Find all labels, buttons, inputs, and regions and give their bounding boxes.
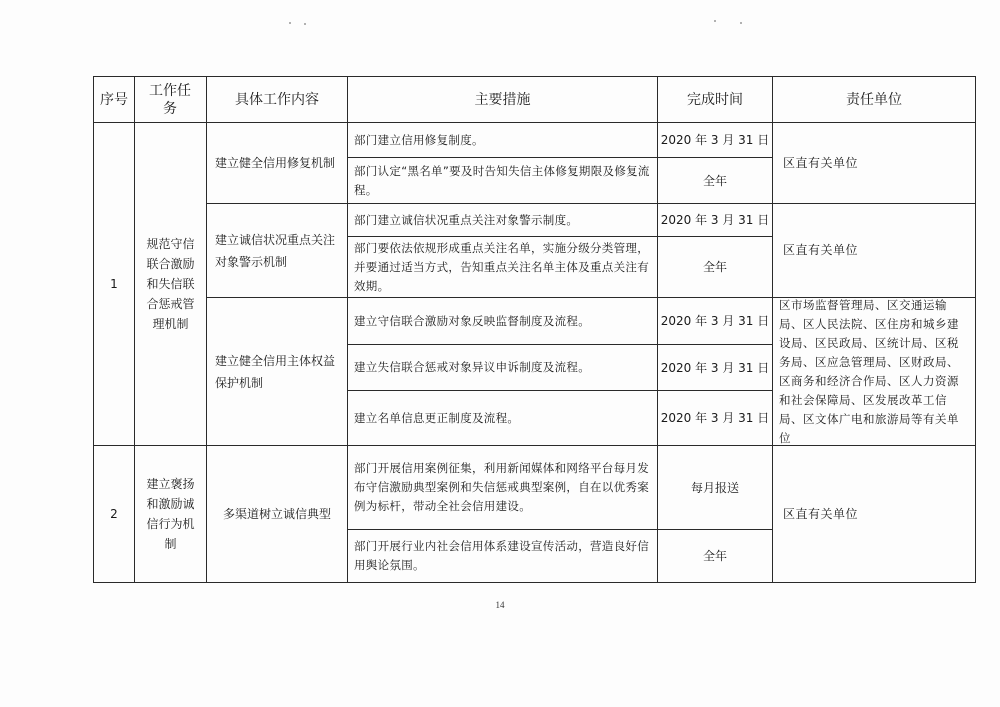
row-1-measure-6 [348, 345, 657, 390]
row-1-content-3-text: 建立健全信用主体权益保护机制 [215, 353, 336, 390]
header-measures-label: 主要措施 [474, 91, 531, 108]
row-1-responsible-1-text: 区直有关单位 [783, 155, 859, 170]
row-1-deadline-1 [658, 123, 772, 157]
row-2-measure-1 [348, 446, 657, 529]
row-1-index-value: 1 [110, 277, 118, 291]
row-1-measure-4 [348, 237, 657, 297]
row-2-index [94, 446, 134, 582]
row-2-responsible-1-text: 区直有关单位 [783, 506, 859, 521]
row-1-responsible-2 [773, 204, 975, 297]
row-2-task-text: 建立褒扬和激励诚信行为机制 [146, 477, 195, 551]
row-2-content-1 [207, 446, 347, 582]
row-1-measure-5-text: 建立守信联合激励对象反映监督制度及流程。 [354, 313, 590, 328]
row-1-deadline-4 [658, 237, 772, 297]
row-1-content-2-text: 建立诚信状况重点关注对象警示机制 [215, 232, 336, 269]
row-1-responsible-2-text: 区直有关单位 [783, 243, 859, 257]
row-1-deadline-5-text: 2020 年 3 月 31 日 [660, 314, 770, 328]
header-measures [348, 77, 657, 122]
row-2-deadline-1-text: 每月报送 [690, 480, 739, 495]
row-1-content-1-text: 建立健全信用修复机制 [215, 156, 336, 170]
row-1-measure-3-text: 部门建立诚信状况重点关注对象警示制度。 [354, 212, 579, 227]
row-1-measure-6-text: 建立失信联合惩戒对象异议申诉制度及流程。 [354, 360, 590, 374]
header-deadline [658, 77, 772, 122]
row-1-measure-2 [348, 158, 657, 203]
row-1-responsible-1 [773, 123, 975, 203]
page-number: 14 [495, 600, 505, 610]
row-1-measure-7 [348, 391, 657, 445]
row-1-deadline-4-text: 全年 [702, 260, 727, 274]
row-1-measure-5 [348, 298, 657, 344]
row-1-responsible-3-text: 区市场监督管理局、区交通运输局、区人民法院、区住房和城乡建设局、区民政局、区统计局、区税务局、区应急管理局、区财政局、区商务和经济合作局、区人力资源和社会保障局、区发展改革工信局、区文体广电和旅游局等有关单位 [779, 298, 959, 445]
row-2-measure-2-text: 部门开展行业内社会信用体系建设宣传活动，营造良好信用舆论氛围。 [354, 539, 649, 572]
row-1-responsible-3 [773, 298, 975, 445]
row-1-task [135, 123, 206, 445]
row-2-responsible-1 [773, 446, 975, 582]
row-2-deadline-1 [658, 446, 772, 529]
row-1-deadline-2 [658, 158, 772, 203]
header-responsible [773, 77, 975, 122]
header-deadline-label: 完成时间 [687, 91, 743, 108]
row-2-deadline-2-text: 全年 [702, 549, 727, 563]
row-1-measure-3 [348, 204, 657, 236]
row-1-deadline-2-text: 全年 [702, 173, 727, 188]
header-task-label: 工作任务 [149, 82, 191, 117]
row-2-index-value: 2 [110, 507, 118, 521]
row-2-deadline-2 [658, 530, 772, 582]
header-index-label: 序号 [100, 91, 128, 108]
row-1-measure-1 [348, 123, 657, 157]
row-1-deadline-7 [658, 391, 772, 445]
scan-speck [304, 23, 306, 25]
row-1-deadline-7-text: 2020 年 3 月 31 日 [660, 411, 770, 425]
row-2-measure-2 [348, 530, 657, 582]
header-responsible-label: 责任单位 [846, 91, 902, 108]
row-1-deadline-5 [658, 298, 772, 344]
header-index [94, 77, 134, 122]
row-1-deadline-3-text: 2020 年 3 月 31 日 [660, 213, 770, 227]
row-1-content-2 [207, 204, 347, 297]
scan-speck [714, 20, 716, 22]
row-1-measure-7-text: 建立名单信息更正制度及流程。 [354, 410, 520, 425]
row-1-deadline-6 [658, 345, 772, 390]
scan-speck [289, 22, 291, 24]
row-1-content-1 [207, 123, 347, 203]
row-1-measure-2-text: 部门认定“黑名单”要及时告知失信主体修复期限及修复流程。 [354, 163, 650, 197]
header-content-label: 具体工作内容 [235, 91, 319, 108]
row-1-deadline-6-text: 2020 年 3 月 31 日 [660, 360, 770, 375]
header-task [142, 77, 198, 122]
row-1-measure-4-text: 部门要依法依规形成重点关注名单，实施分级分类管理，并要通过适当方式，告知重点关注名单主体及重点关注有效期。 [354, 240, 649, 293]
header-content [207, 77, 347, 122]
row-1-index [94, 123, 134, 445]
row-2-measure-1-text: 部门开展信用案例征集，利用新闻媒体和网络平台每月发布守信激励典型案例和失信惩戒典型案例，自在以优秀案例为标杆，带动全社会信用建设。 [354, 461, 649, 513]
row-2-content-1-text: 多渠道树立诚信典型 [222, 507, 331, 521]
row-1-measure-1-text: 部门建立信用修复制度。 [354, 132, 484, 147]
row-1-task-text: 规范守信联合激励和失信联合惩戒管理机制 [146, 237, 195, 331]
row-1-deadline-1-text: 2020 年 3 月 31 日 [660, 133, 770, 147]
scan-speck [740, 22, 742, 24]
row-1-content-3 [207, 298, 347, 445]
row-1-deadline-3 [658, 204, 772, 236]
row-2-task [135, 446, 206, 582]
